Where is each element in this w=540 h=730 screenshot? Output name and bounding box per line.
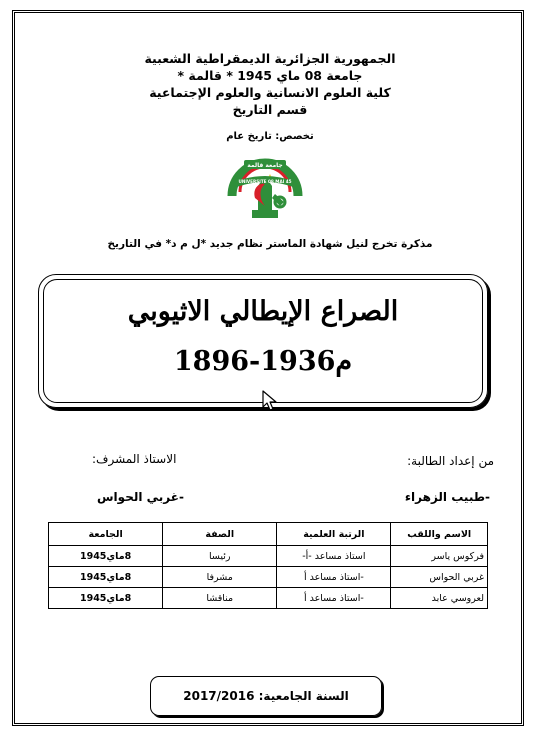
member-university: 8ماي1945 (49, 588, 163, 609)
thesis-years: 1896-1936م (173, 346, 353, 377)
emblem-text-top: جامعة قالمة (247, 162, 283, 169)
mouse-pointer-icon (262, 390, 278, 412)
header-name: الاسم واللقب (391, 523, 488, 546)
header-role: الصفة (163, 523, 277, 546)
title-frame (38, 274, 488, 408)
supervisor-name: -غربي الحواس (97, 490, 184, 504)
academic-year-value: 2017/2016 (183, 689, 255, 703)
degree-line: مذكرة تخرج لنيل شهادة الماستر نظام جديد *ل م د* في التاريخ (107, 238, 433, 250)
thesis-title: الصراع الإيطالي الاثيوبي (127, 296, 399, 327)
faculty-line: كلية العلوم الانسانية والعلوم الإجتماعية (149, 85, 391, 100)
member-rank: -استاذ مساعد أ (277, 588, 391, 609)
member-role: مشرفا (163, 567, 277, 588)
supervisor-label: الاستاذ المشرف: (92, 452, 177, 466)
header-university: الجامعة (49, 523, 163, 546)
table-row (49, 588, 488, 609)
committee-table (48, 522, 488, 609)
university-emblem-icon (222, 152, 308, 224)
prepared-by-label: من إعداد الطالبة: (407, 454, 494, 468)
member-role: رئيسا (163, 546, 277, 567)
university-line: جامعة 08 ماي 1945 * قالمة * (177, 68, 363, 83)
specialty-line: تخصص: تاريخ عام (226, 131, 314, 142)
member-name: فركوس ياسر (391, 546, 488, 567)
academic-year-box (150, 676, 382, 716)
institution-header (40, 50, 500, 118)
table-row (49, 546, 488, 567)
department-line: قسم التاريخ (232, 102, 308, 117)
member-name: غربي الحواس (391, 567, 488, 588)
republic-line: الجمهورية الجزائرية الديمقراطية الشعبية (144, 51, 396, 66)
student-name: -طبيب الزهراء (404, 490, 490, 504)
member-role: مناقشا (163, 588, 277, 609)
member-university: 8ماي1945 (49, 567, 163, 588)
academic-year-label: السنة الجامعية: (258, 689, 349, 703)
header-rank: الرتبة العلمية (277, 523, 391, 546)
committee-header-row (49, 523, 488, 546)
member-rank: استاذ مساعد -أ- (277, 546, 391, 567)
member-rank: -استاذ مساعد أ (277, 567, 391, 588)
table-row (49, 567, 488, 588)
emblem-banner-text: UNIVERSITE 08 MAI 45 (238, 179, 292, 184)
member-name: لعروسي عابد (391, 588, 488, 609)
member-university: 8ماي1945 (49, 546, 163, 567)
